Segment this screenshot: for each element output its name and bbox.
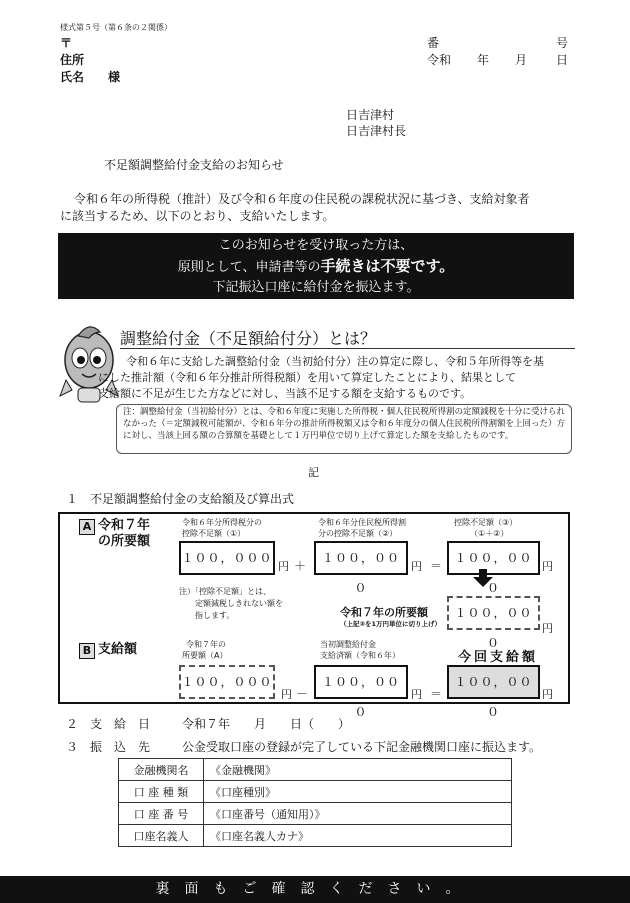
down-arrow-icon [473, 577, 493, 587]
b-title: 支給額 [98, 642, 138, 657]
bank-value-0: 《金融機関》 [204, 759, 512, 781]
a-note-1: 注）「控除不足額」とは、 [179, 587, 271, 596]
b-col3-label: 今回支給額 [458, 650, 539, 665]
bank-label-0: 金融機関名 [119, 759, 204, 781]
a-col3-value: １００，０００ [447, 541, 540, 575]
banner-emphasis: 手続きは不要です。 [320, 257, 455, 275]
b-col2-value: １００，０００ [314, 665, 408, 699]
item2-value: 令和７年 月 日（ ） [182, 717, 351, 731]
a-required-sub: （上記③を1万円単位に切り上げ） [340, 620, 442, 628]
a-col3-label-2: （①＋②） [470, 529, 509, 538]
bank-value-2: 《口座番号（通知用）》 [204, 803, 512, 825]
minus-sign: － [296, 687, 309, 701]
b-col2-label-1: 当初調整給付金 [320, 640, 376, 649]
a-required-yen: 円 [542, 622, 553, 635]
a-col2-yen: 円 [411, 560, 422, 573]
table-row [119, 803, 512, 825]
postal-mark: 〒 [60, 36, 73, 50]
footer-banner: 裏面もご確認ください。 [0, 876, 630, 903]
a-required-label: 令和７年の所要額 [340, 606, 428, 619]
a-required-value: １００，０００ [447, 596, 540, 630]
bank-table [118, 758, 512, 847]
bank-label-3: 口座名義人 [119, 825, 204, 847]
page-title: 不足額調整給付金支給のお知らせ [104, 158, 284, 172]
a-col1-value: １００，０００ [179, 541, 275, 575]
number-suffix: 号 [556, 36, 569, 50]
b-col3-value: １００，０００ [447, 665, 540, 699]
item1-no: １ [66, 492, 79, 506]
item1-label: 不足額調整給付金の支給額及び算出式 [90, 492, 295, 506]
explain-line-1: 令和６年に支給した調整給付金（当初給付分）注の算定に際し、令和５年所得等を基 [126, 355, 544, 368]
explain-note: 注：調整給付金（当初給付分）とは、令和６年度に実施した所得税・個人住民税所得割の定額減税を十分に受けられなかった（＝定額減税可能額が、令和６年分の推計所得税額又は令和６年度分の個人住民税所得割額を上回った）方に対し、当該上回る額の合算額を基礎として１万円単位で切り上げて算定した額を支給したものです。 [116, 404, 572, 454]
banner-line-3: 下記振込口座に給付金を振込ます。 [212, 280, 420, 295]
badge-a: A [79, 519, 95, 535]
b-col1-value: １００，０００ [179, 665, 275, 699]
b-col1-label-1: 令和７年の [186, 640, 226, 649]
table-row [119, 781, 512, 803]
b-col1-label-2: 所要額（A） [182, 651, 228, 660]
b-col3-yen: 円 [542, 688, 553, 701]
item3-value: 公金受取口座の登録が完了している下記金融機関口座に振込ます。 [182, 740, 542, 754]
date-day: 日 [556, 53, 569, 67]
bank-value-3: 《口座名義人カナ》 [204, 825, 512, 847]
b-col1-yen: 円 [281, 688, 292, 701]
sender-village: 日吉津村 [346, 108, 395, 122]
a-col2-value: １００，０００ [314, 541, 408, 575]
a-col2-label-1: 令和６年分住民税所得割 [318, 518, 406, 527]
a-title-2: の所要額 [98, 534, 151, 549]
equals-sign-b: ＝ [430, 687, 443, 701]
b-col2-label-2: 支給済額（令和６年） [320, 651, 400, 660]
item2-label: 支 給 日 [90, 717, 151, 731]
number-label: 番 [427, 36, 440, 50]
b-col2-yen: 円 [411, 688, 422, 701]
form-number: 様式第５号（第６条の２関係） [60, 23, 172, 32]
table-row [119, 759, 512, 781]
banner-line-1: このお知らせを受け取った方は、 [218, 238, 414, 253]
bank-label-1: 口 座 種 類 [119, 781, 204, 803]
a-note-2: 定額減税しきれない額を [195, 599, 283, 608]
explain-line-3: 支給額に不足が生じた方などに対し、当該不足する額を支給するものです。 [98, 387, 472, 400]
table-row [119, 825, 512, 847]
a-col3-yen: 円 [542, 560, 553, 573]
sender-mayor: 日吉津村長 [346, 124, 407, 138]
a-title-1: 令和７年 [98, 518, 151, 533]
bank-value-1: 《口座種別》 [204, 781, 512, 803]
item3-label: 振 込 先 [90, 740, 151, 754]
banner-line-2a: 原則として、申請書等の [177, 260, 321, 275]
intro-line-1: 令和６年の所得税（推計）及び令和６年度の住民税の課税状況に基づき、支給対象者 [74, 192, 530, 206]
name-label: 氏名 様 [60, 70, 121, 84]
explain-heading: 調整給付金（不足額給付分）とは？ [120, 329, 377, 348]
explain-line-2: にした推計額（令和６年分推計所得税額）を用いて算定したことにより、結果として [98, 371, 516, 384]
a-col2-label-2: 分の控除不足額（②） [318, 529, 398, 538]
badge-b: B [79, 643, 95, 659]
a-col1-yen: 円 [278, 560, 289, 573]
ki-mark: 記 [308, 466, 319, 479]
date-month: 月 [515, 53, 528, 67]
notice-banner [58, 233, 574, 299]
date-year: 年 [477, 53, 490, 67]
address-label: 住所 [60, 53, 85, 67]
item3-no: ３ [66, 740, 79, 754]
item2-no: ２ [66, 717, 79, 731]
heading-underline [120, 348, 575, 349]
a-col3-label-1: 控除不足額（③） [454, 518, 518, 527]
a-col1-label-1: 令和６年分所得税分の [182, 518, 262, 527]
banner-line-2 [58, 256, 574, 278]
equals-sign-a: ＝ [430, 559, 443, 573]
date-era: 令和 [427, 53, 452, 67]
intro-line-2: に該当するため、以下のとおり、支給いたします。 [60, 209, 335, 223]
a-col1-label-2: 控除不足額（①） [182, 529, 246, 538]
bank-label-2: 口 座 番 号 [119, 803, 204, 825]
plus-sign: ＋ [294, 559, 307, 573]
a-note-3: 指します。 [195, 611, 235, 620]
